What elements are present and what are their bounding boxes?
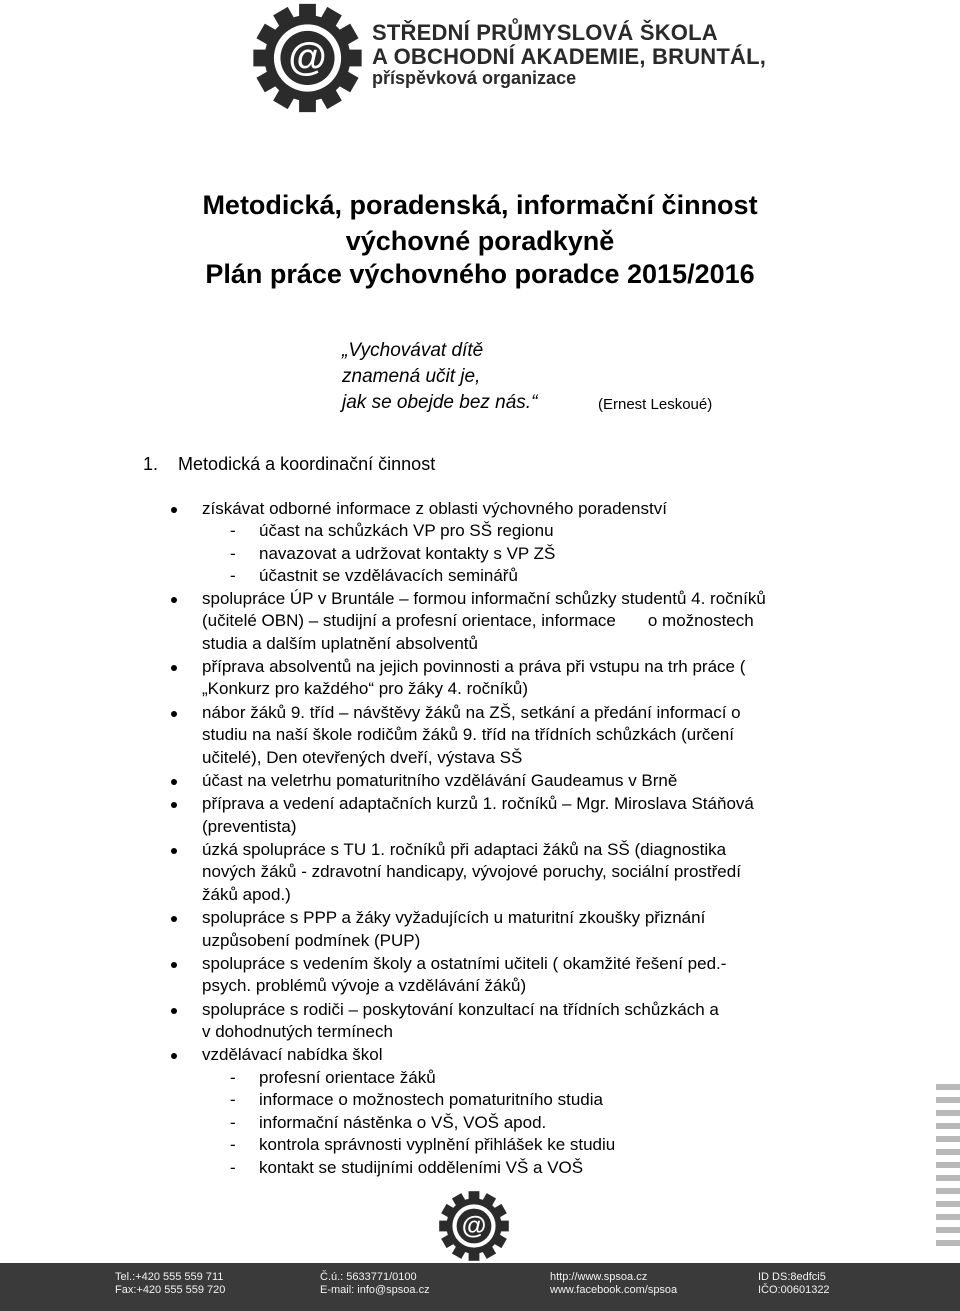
stripe [936,1162,960,1168]
footer-tel: Tel.:+420 555 559 711 [115,1271,224,1283]
school-name-line-1: STŘEDNÍ PRŮMYSLOVÁ ŠKOLA [372,20,718,45]
list-item: spolupráce s rodiči – poskytování konzultací na třídních schůzkách a [202,1000,719,1019]
sub-list-item: kontakt se studijními odděleními VŠ a VOŠ [259,1158,584,1177]
quote-line-1: „Vychovávat dítě [342,340,484,361]
section-title: Metodická a koordinační činnost [178,454,436,474]
quote-line-3: jak se obejde bez nás.“ [342,392,538,413]
footer-account: Č.ú.: 5633771/0100 [320,1271,417,1283]
document-title-line-2: výchovné poradkyně [345,226,615,256]
sub-list-item: informace o možnostech pomaturitního studia [259,1090,603,1109]
list-item: příprava a vedení adaptačních kurzů 1. ročníků – Mgr. Miroslava Stáňová [202,794,754,813]
dash-marker: - [230,521,236,540]
list-item-line [202,610,846,633]
footer-ico: IČO:00601322 [758,1284,830,1296]
list-item-line: studiu na naší škole rodičům žáků 9. tříd na třídních schůzkách (určení [202,725,734,744]
list-item-text: o možnostech [647,611,754,630]
document-title-line-3: Plán práce výchovného poradce 2015/2016 [205,259,755,289]
stripe [936,1123,960,1129]
stripe [936,1201,960,1207]
footer-email[interactable]: E-mail: info@spsoa.cz [320,1284,430,1296]
dash-marker: - [230,544,236,563]
quote-line-2: znamená učit je, [342,366,481,387]
list-item-line: psych. problémů vývoje a vzdělávání žáků) [202,976,527,995]
bullet-dot [171,597,177,603]
list-item: účast na veletrhu pomaturitního vzdělávání Gaudeamus v Brně [202,771,678,790]
bullet-dot [171,665,177,671]
stripe [936,1175,960,1181]
bullet-dot [171,507,177,513]
bullet-dot [171,916,177,922]
stripe [936,1188,960,1194]
list-item: spolupráce s vedením školy a ostatními učiteli ( okamžité řešení ped.- [202,954,727,973]
bullet-dot [171,1008,177,1014]
footer-data-box-id: ID DS:8edfci5 [758,1271,826,1283]
sub-list-item: informační nástěnka o VŠ, VOŠ apod. [259,1113,547,1132]
stripe [936,1149,960,1155]
bullet-dot [171,711,177,717]
stripe [936,1227,960,1233]
dash-marker: - [230,1090,236,1109]
footer-bar [0,1263,960,1311]
bullet-dot [171,802,177,808]
bullet-dot [171,779,177,785]
footer-facebook-link[interactable]: www.facebook.com/spsoa [550,1284,678,1296]
sub-list-item: navazovat a udržovat kontakty s VP ZŠ [259,544,556,563]
school-logo-icon [250,2,365,114]
list-item-line: studia a dalším uplatnění absolventů [202,634,478,653]
dash-marker: - [230,566,236,585]
footer-logo-icon [438,1190,510,1262]
bullet-dot [171,962,177,968]
sub-list-item: kontrola správnosti vyplnění přihlášek ke studiu [259,1135,616,1154]
svg-text:@: @ [461,1211,487,1240]
stripe [936,1136,960,1142]
list-item-line: nových žáků - zdravotní handicapy, vývojové poruchy, sociální prostředí [202,862,741,881]
stripe [936,1110,960,1116]
stripe [936,1240,960,1246]
dash-marker: - [230,1135,236,1154]
dash-marker: - [230,1113,236,1132]
sub-list-item: účast na schůzkách VP pro SŠ regionu [259,521,554,540]
document-title-line-1: Metodická, poradenská, informační činnost [202,190,758,220]
section-number: 1. [143,454,159,474]
list-item: nábor žáků 9. tříd – návštěvy žáků na ZŠ, setkání a předání informací o [202,703,741,722]
stripe [936,1097,960,1103]
dash-marker: - [230,1158,236,1177]
sub-list-item: účastnit se vzdělávacích seminářů [259,566,518,585]
list-item-line: „Konkurz pro každého“ pro žáky 4. ročníků) [202,679,528,698]
sub-list-item: profesní orientace žáků [259,1068,436,1087]
list-item-text: (učitelé OBN) – studijní a profesní orientace, informace [202,611,616,630]
list-item: úzká spolupráce s TU 1. ročníků při adaptaci žáků na SŠ (diagnostika [202,840,727,859]
stripe [936,1084,960,1090]
list-item: vzdělávací nabídka škol [202,1045,383,1064]
list-item-line: uzpůsobení podmínek (PUP) [202,931,421,950]
section-heading [143,454,435,475]
school-name-line-3: příspěvková organizace [372,68,577,88]
list-item: spolupráce ÚP v Bruntále – formou informační schůzky studentů 4. ročníků [202,589,766,608]
footer-fax: Fax:+420 555 559 720 [115,1284,226,1296]
list-item-line: (preventista) [202,817,297,836]
stripe [936,1214,960,1220]
list-item-line: žáků apod.) [202,885,291,904]
bullet-dot [171,1053,177,1059]
list-item: příprava absolventů na jejich povinnosti a práva při vstupu na trh práce ( [202,657,746,676]
footer-web-link[interactable]: http://www.spsoa.cz [550,1271,648,1283]
list-item: spolupráce s PPP a žáky vyžadujících u maturitní zkoušky přiznání [202,908,706,927]
dash-marker: - [230,1068,236,1087]
bullet-dot [171,848,177,854]
list-item-line: v dohodnutých termínech [202,1022,393,1041]
quote-author: (Ernest Leskoué) [598,396,713,413]
list-item-line: učitelé), Den otevřených dveří, výstava SŠ [202,748,523,767]
school-name-line-2: A OBCHODNÍ AKADEMIE, BRUNTÁL, [372,44,767,69]
list-item: získávat odborné informace z oblasti výchovného poradenství [202,499,667,518]
svg-text:@: @ [288,36,327,80]
